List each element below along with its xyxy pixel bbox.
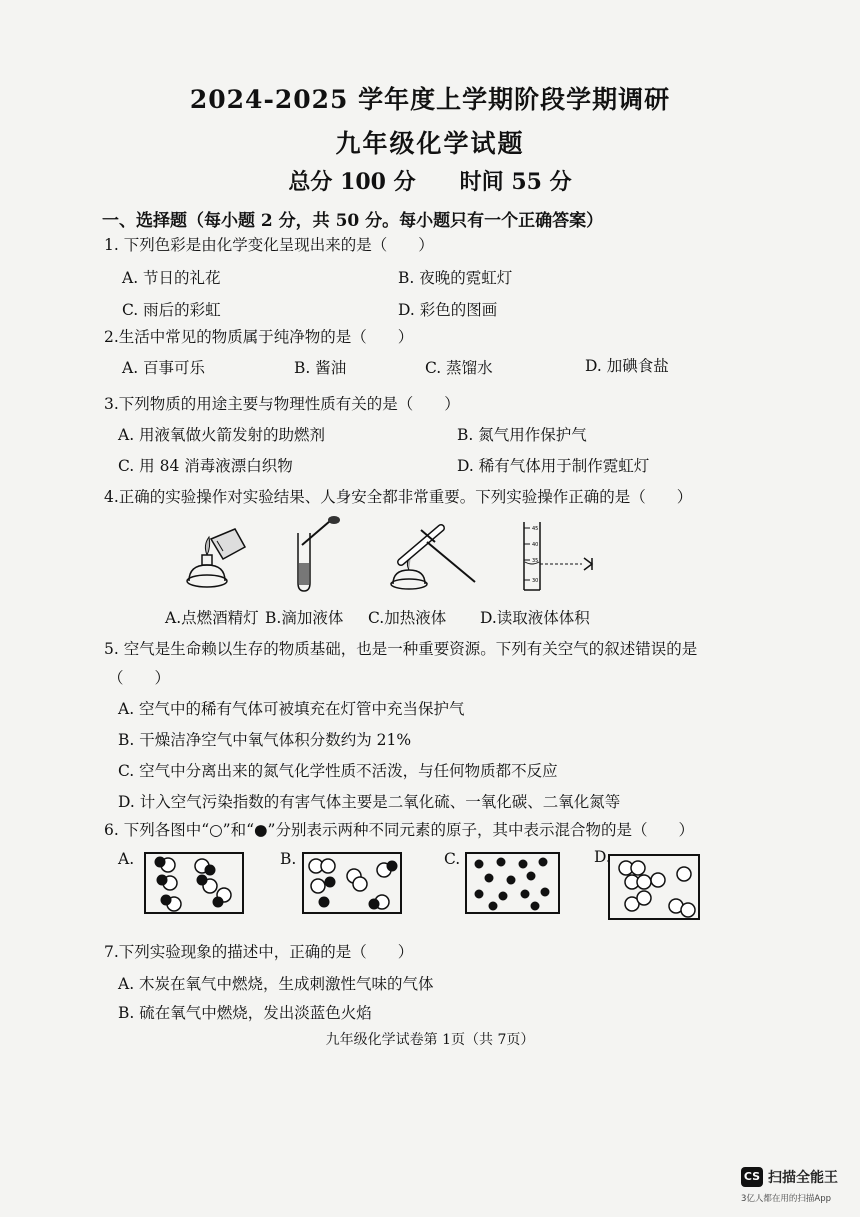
q5-option-a: A. 空气中的稀有气体可被填充在灯管中充当保护气 bbox=[118, 700, 465, 718]
q4-option-a: A.点燃酒精灯 bbox=[165, 609, 259, 627]
question-7-stem: 7.下列实验现象的描述中，正确的是（ ） bbox=[104, 943, 414, 961]
q5-option-c: C. 空气中分离出来的氮气化学性质不活泼，与任何物质都不反应 bbox=[118, 762, 558, 780]
heating-liquid-icon bbox=[383, 520, 483, 600]
particle-diagram-c bbox=[465, 852, 560, 914]
question-2-stem: 2.生活中常见的物质属于纯净物的是（ ） bbox=[104, 328, 414, 346]
question-5-stem-cont: （ ） bbox=[108, 669, 171, 687]
time-limit: 时间 55 分 bbox=[459, 169, 572, 195]
q6-label-b: B. bbox=[280, 850, 297, 868]
exam-meta bbox=[0, 165, 860, 196]
cylinder-tick-label: 45 bbox=[532, 526, 539, 532]
section-heading: 一、选择题（每小题 2 分，共 50 分。每小题只有一个正确答案） bbox=[102, 211, 604, 231]
total-score: 总分 100 分 bbox=[288, 169, 416, 195]
q7-option-b: B. 硫在氧气中燃烧，发出淡蓝色火焰 bbox=[118, 1004, 372, 1022]
q3-option-b: B. 氮气用作保护气 bbox=[457, 426, 587, 444]
q4-option-b: B.滴加液体 bbox=[265, 609, 344, 627]
particle-diagram-a bbox=[144, 852, 244, 914]
cylinder-tick-label: 30 bbox=[532, 578, 539, 584]
q3-option-c: C. 用 84 消毒液漂白织物 bbox=[118, 457, 293, 475]
question-4-stem: 4.正确的实验操作对实验结果、人身安全都非常重要。下列实验操作正确的是（ ） bbox=[104, 488, 693, 506]
exam-title: 2024-2025 学年度上学期阶段学期调研 bbox=[189, 85, 671, 114]
q1-option-c: C. 雨后的彩虹 bbox=[122, 301, 221, 319]
particle-diagram-d bbox=[608, 854, 700, 920]
q2-option-c: C. 蒸馏水 bbox=[425, 359, 493, 377]
cylinder-tick-label: 40 bbox=[532, 542, 539, 548]
q4-option-c: C.加热液体 bbox=[368, 609, 447, 627]
q3-option-d: D. 稀有气体用于制作霓虹灯 bbox=[457, 457, 650, 475]
exam-subtitle: 九年级化学试题 bbox=[335, 129, 525, 158]
q1-option-d: D. 彩色的图画 bbox=[398, 301, 498, 319]
q5-option-d: D. 计入空气污染指数的有害气体主要是二氧化硫、一氧化碳、二氧化氮等 bbox=[118, 793, 621, 811]
q4-option-d: D.读取液体体积 bbox=[480, 609, 590, 627]
watermark-app-name: 扫描全能王 bbox=[768, 1170, 838, 1186]
q1-option-b: B. 夜晚的霓虹灯 bbox=[398, 269, 513, 287]
q6-label-c: C. bbox=[444, 850, 461, 868]
question-5-stem: 5. 空气是生命赖以生存的物质基础，也是一种重要资源。下列有关空气的叙述错误的是 bbox=[104, 640, 698, 658]
q6-label-a: A. bbox=[118, 850, 135, 868]
question-3-stem: 3.下列物质的用途主要与物理性质有关的是（ ） bbox=[104, 395, 460, 413]
q5-option-b: B. 干燥洁净空气中氧气体积分数约为 21% bbox=[118, 731, 412, 749]
graduated-cylinder-icon bbox=[520, 520, 600, 595]
particle-diagram-b bbox=[302, 852, 402, 914]
q3-option-a: A. 用液氧做火箭发射的助燃剂 bbox=[118, 426, 326, 444]
page-footer: 九年级化学试卷第 1页（共 7页） bbox=[325, 1032, 535, 1048]
question-1-stem: 1. 下列色彩是由化学变化呈现出来的是（ ） bbox=[104, 236, 434, 254]
camscanner-logo-icon: CS bbox=[741, 1167, 763, 1187]
question-6-stem: 6. 下列各图中“○”和“●”分别表示两种不同元素的原子，其中表示混合物的是（ ） bbox=[104, 821, 694, 839]
q7-option-a: A. 木炭在氧气中燃烧，生成刺激性气味的气体 bbox=[118, 975, 434, 993]
q2-option-b: B. 酱油 bbox=[294, 359, 347, 377]
dropper-test-tube-icon bbox=[290, 515, 350, 595]
cylinder-tick-label: 35 bbox=[532, 558, 539, 564]
watermark-tagline: 3亿人都在用的扫描App bbox=[741, 1194, 832, 1204]
alcohol-lamp-lighting-icon bbox=[183, 525, 253, 595]
q2-option-d: D. 加碘食盐 bbox=[585, 357, 669, 375]
q6-label-d: D. bbox=[594, 848, 611, 866]
q1-option-a: A. 节日的礼花 bbox=[122, 269, 221, 287]
q2-option-a: A. 百事可乐 bbox=[122, 359, 206, 377]
